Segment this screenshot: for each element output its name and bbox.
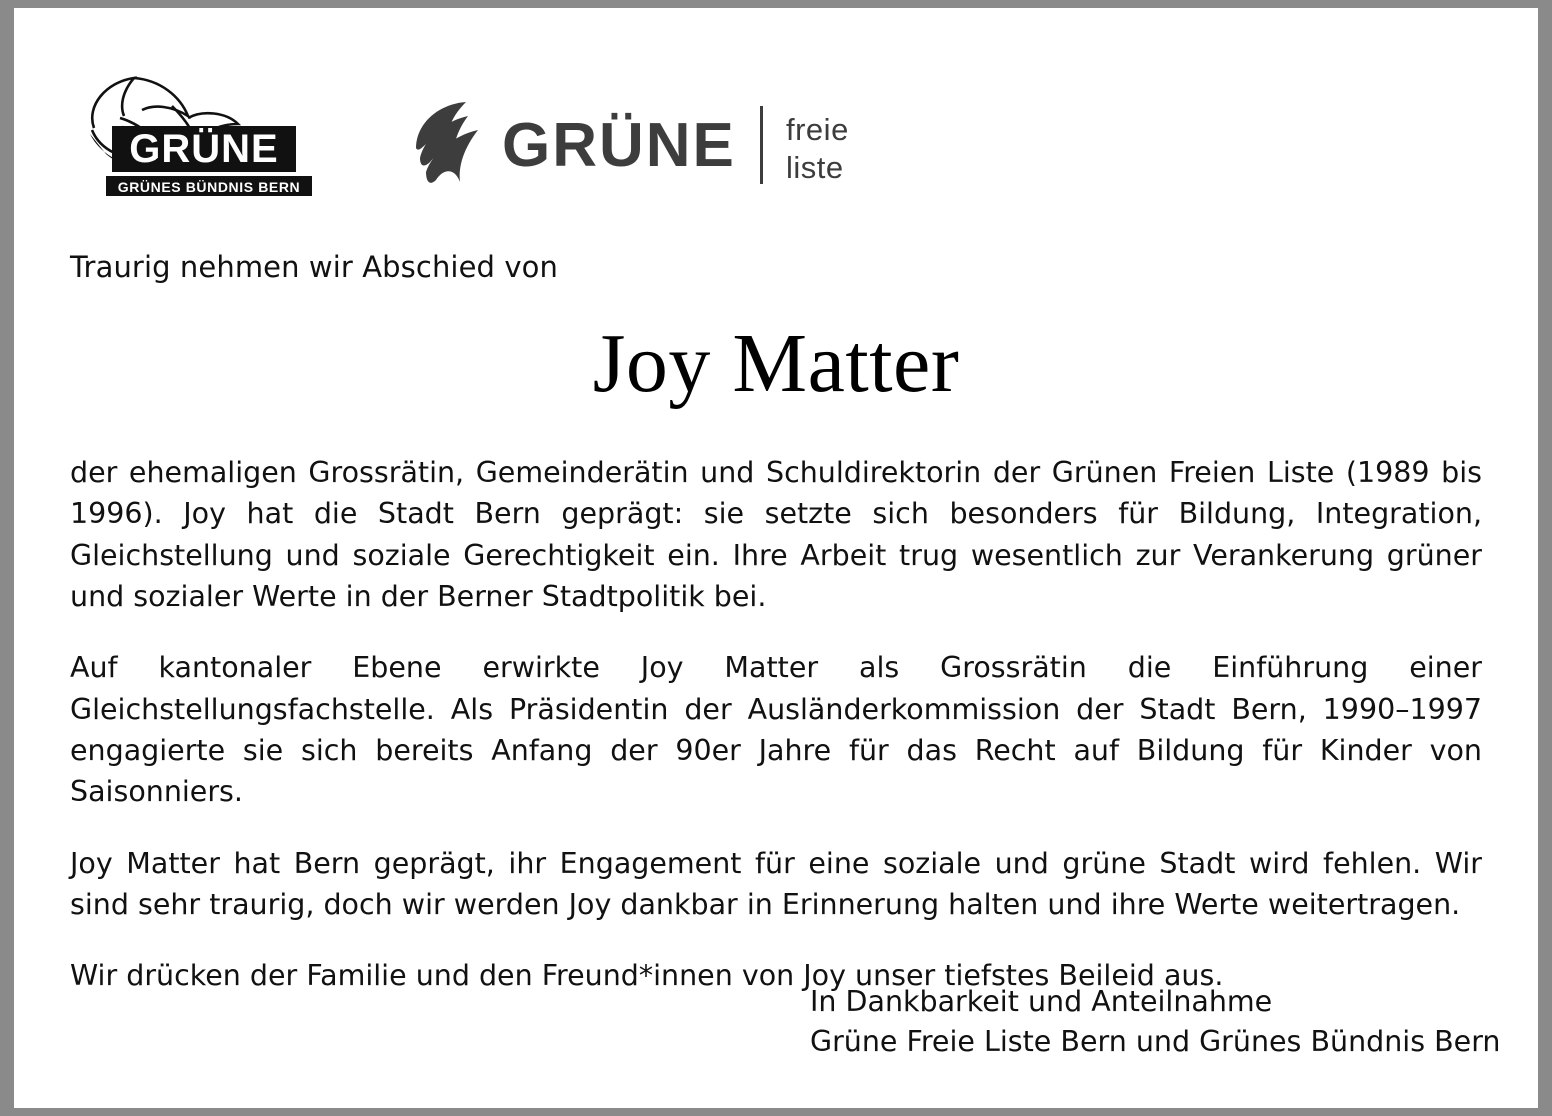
svg-text:freie: freie — [786, 112, 849, 147]
deceased-name: Joy Matter — [592, 317, 960, 410]
gruene-freie-liste-logo — [408, 96, 878, 196]
paragraph-2: Auf kantonaler Ebene erwirkte Joy Matter als Grossrätin die Einführung einer Gleichstellungsfachstelle. Als Präsidentin der Ausländerkommission der Stadt Bern, 1990–1997 engagierte sie sich bereits Anfang der 90er Jahre für das Recht auf Bildung für Kinder von Saisonniers. — [70, 651, 1482, 809]
signoff-line-2: Grüne Freie Liste Bern und Grünes Bündnis Bern — [810, 1025, 1501, 1059]
svg-text:liste: liste — [786, 150, 844, 185]
notice-content — [70, 52, 1501, 1062]
gruenes-buendnis-bern-logo — [76, 66, 332, 196]
svg-text:GRÜNE: GRÜNE — [502, 111, 736, 180]
body-text — [70, 452, 1482, 996]
paragraph-3: Joy Matter hat Bern geprägt, ihr Engagement für eine soziale und grüne Stadt wird fehlen. Wir sind sehr traurig, doch wir werden Joy dankbar in Erinnerung halten und ihre Werte weitertragen. — [70, 846, 1482, 921]
svg-text:GRÜNES BÜNDNIS BERN: GRÜNES BÜNDNIS BERN — [117, 179, 301, 195]
svg-text:GRÜNE: GRÜNE — [129, 127, 279, 171]
paragraph-1: der ehemaligen Grossrätin, Gemeinderätin und Schuldirektorin der Grünen Freien Liste (1989 bis 1996). Joy hat die Stadt Bern geprägt: sie setzte sich besonders für Bildung, Integration, Gleichstellung und soziale Gerechtigkeit ein. Ihre Arbeit trug wesentlich zur Verankerung grüner und sozialer Werte in der Berner Stadtpolitik bei. — [70, 456, 1482, 613]
intro-text: Traurig nehmen wir Abschied von — [70, 250, 558, 284]
paragraph-4: Wir drücken der Familie und den Freund*innen von Joy unser tiefstes Beileid aus. — [70, 959, 1224, 993]
logo-row — [70, 52, 1482, 195]
signoff-line-1: In Dankbarkeit und Anteilnahme — [810, 985, 1273, 1018]
notice-page — [14, 8, 1538, 1108]
signoff-block — [810, 982, 1501, 1063]
